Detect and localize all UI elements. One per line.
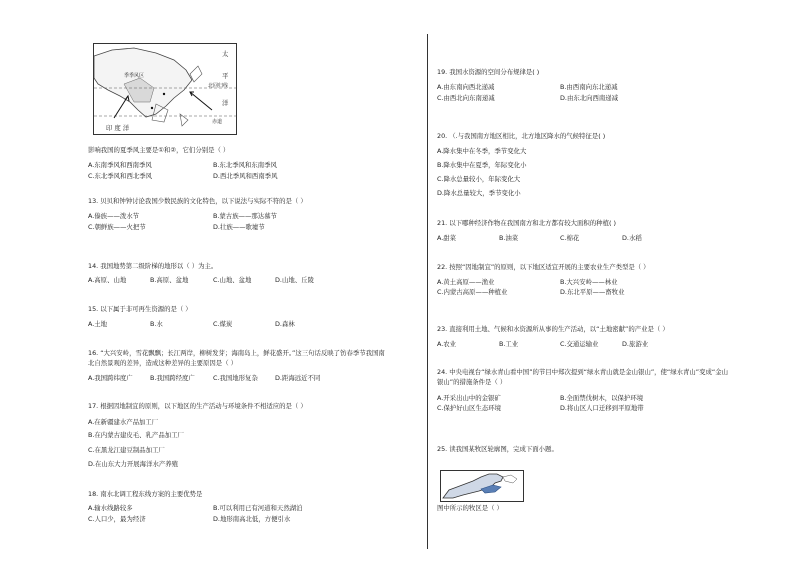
q16-option-a[interactable]: A.我国跨纬度广	[88, 374, 133, 382]
q16-stem-line1: 16. “大兴安岭，雪花飘飘；长江两岸，柳树发芽；海南岛上，鲜花盛开。”这三句话反映了钫春季节我国南	[88, 349, 385, 357]
q14-option-c[interactable]: C.山地、盆地	[213, 276, 252, 284]
q24-option-b[interactable]: B.全面禁伐树木，以保护环境	[560, 394, 644, 402]
q23-option-c[interactable]: C.交通运输业	[560, 340, 599, 348]
q19-option-b[interactable]: B.由西南向东北递减	[560, 83, 618, 91]
q16-option-b[interactable]: B.我国跨经度广	[150, 374, 195, 382]
q12-option-c[interactable]: C.东北季风和西北季风	[88, 172, 153, 180]
pastoral-region-map	[440, 470, 524, 502]
q25-sub-question: 图中所示的牧区是（ ）	[437, 504, 503, 512]
q25-stem: 25. 读我国某牧区轮廓图，完成下面小题。	[437, 445, 558, 453]
pastoral-region-outline	[441, 471, 523, 501]
q16-stem-line2: 北自然景观的差异，造成这种差异的主要原因是（ ）	[88, 359, 238, 367]
q18-option-b[interactable]: B.可以利用已有河道和天然湖泊	[213, 504, 303, 512]
q14-option-a[interactable]: A.高原、山地	[88, 276, 127, 284]
q13-option-c[interactable]: C.朝鲜族——火把节	[88, 223, 146, 231]
q22-option-a[interactable]: A.黄土高原——渔业	[437, 278, 495, 286]
map-label-sea1: 太	[222, 50, 229, 58]
map-label-lat-line: 北回归线	[208, 83, 229, 89]
q21-option-c[interactable]: C.棉花	[560, 234, 580, 242]
q16-option-d[interactable]: D.距海远近不同	[275, 374, 321, 382]
q12-option-a[interactable]: A.东南季风和西南季风	[88, 161, 152, 169]
q19-stem: 19. 我国水资源的空间分布规律是( )	[437, 68, 540, 76]
q13-option-a[interactable]: A.傣族——泼水节	[88, 212, 140, 220]
q18-option-d[interactable]: D.地形南高北低，方便引水	[213, 515, 291, 523]
q13-option-d[interactable]: D.壮族——歌墟节	[213, 223, 265, 231]
q12-option-d[interactable]: D.西北季风和西南季风	[213, 172, 278, 180]
q21-option-d[interactable]: D.水稻	[622, 234, 642, 242]
q17-option-d[interactable]: D.在山东大力开展海洋水产养殖	[88, 460, 179, 468]
q24-stem-line1: 24. 中央电视台“绿水青山看中国”的节目中郑次提到“绿水青山就是金山银山”，使“绿水青山”变成“金山	[437, 368, 728, 376]
q18-option-a[interactable]: A.输水线路较多	[88, 504, 133, 512]
q18-stem: 18. 南水北调工程东线方案的主要优势是	[88, 490, 203, 498]
q12-stem: 影响我国的夏季风主要是①和②，它们分别是（ ）	[88, 146, 230, 154]
q20-option-d[interactable]: D.降水总量较大，季节变化小	[437, 189, 521, 197]
map-label-equator: 赤道	[212, 119, 223, 125]
q12-option-b[interactable]: B.东北季风和东南季风	[213, 161, 277, 169]
q17-option-b[interactable]: B.在内蒙古建皮毛、乳产品加工厂	[88, 431, 184, 439]
question-12	[88, 146, 229, 155]
q13-stem: 13. 贝贝和钟钟讨论我国少数民族的文化特色，以下说法与实际不符的是（ ）	[88, 197, 307, 205]
map-label-region: 季季风区	[124, 73, 145, 79]
q18-option-c[interactable]: C.人口少，最为经济	[88, 515, 146, 523]
q23-stem: 23. 直接利用土地、气候和水资源所从事的生产活动，以“土地密献”的产业是（ ）	[437, 325, 669, 333]
q15-option-c[interactable]: C.煤炭	[213, 320, 233, 328]
q13-option-b[interactable]: B.蒙古族——那达慕节	[213, 212, 277, 220]
monsoon-map	[93, 43, 237, 135]
q14-stem: 14. 我国地势第二级阶梯的地形以（ ）为主。	[88, 262, 218, 270]
q15-option-b[interactable]: B.水	[150, 320, 163, 328]
column-divider	[427, 34, 428, 549]
q20-option-a[interactable]: A.降水集中在冬季，季节变化大	[437, 147, 527, 155]
q15-option-a[interactable]: A.土地	[88, 320, 108, 328]
q24-option-c[interactable]: C.保护好山区生态环境	[437, 404, 502, 412]
q22-option-c[interactable]: C.内蒙古高原——种植业	[437, 288, 508, 296]
q22-option-b[interactable]: B.大兴安岭——林业	[560, 278, 618, 286]
q14-option-b[interactable]: B.高原、盆地	[150, 276, 189, 284]
q21-stem: 21. 以下哪种经济作物在我国南方和北方都有较大面积的种植( )	[437, 219, 616, 227]
q21-option-b[interactable]: B.油菜	[499, 234, 519, 242]
q20-option-c[interactable]: C.降水总量较小，年际变化大	[437, 175, 521, 183]
q24-option-a[interactable]: A.开采出山中的金银矿	[437, 394, 501, 402]
q16-option-c[interactable]: C.我国地形复杂	[213, 374, 258, 382]
q24-option-d[interactable]: D.将山区人口迁移到平原地带	[560, 404, 644, 412]
q20-option-b[interactable]: B.降水集中在夏季，年际变化小	[437, 161, 527, 169]
q20-stem: 20. （.与我国南方地区相比，北方地区降水的气候特征是( )	[437, 132, 606, 140]
q17-option-c[interactable]: C.在黑龙江建豆制品加工厂	[88, 446, 165, 454]
q21-option-a[interactable]: A.甜菜	[437, 234, 457, 242]
q23-option-a[interactable]: A.农业	[437, 340, 457, 348]
q23-option-b[interactable]: B.工业	[499, 340, 519, 348]
q23-option-d[interactable]: D.旅游业	[622, 340, 649, 348]
q17-option-a[interactable]: A.在新疆建水产品加工厂	[88, 418, 159, 426]
q15-option-d[interactable]: D.森林	[275, 320, 295, 328]
map-label-sea3: 洋	[222, 99, 229, 107]
q19-option-d[interactable]: D.由东北向西南递减	[560, 94, 619, 102]
q22-stem: 22. 按照“因地制宜”的原则，以下地区适宜开展的主要农业生产类型是（ ）	[437, 263, 650, 271]
q24-stem-line2: 银山”的措施条件是（ ）	[437, 378, 507, 386]
q14-option-d[interactable]: D.山地、丘陵	[275, 276, 314, 284]
q19-option-c[interactable]: C.由西北向东南递减	[437, 94, 495, 102]
map-label-sea2: 平	[222, 72, 229, 80]
q22-option-d[interactable]: D.东北平原——畜牧业	[560, 288, 625, 296]
map-label-ocean: 印 度 洋	[106, 124, 130, 132]
q17-stem: 17. 根据因地制宜的原则，以下地区的生产活动与环境条件不相适应的是（ ）	[88, 402, 307, 410]
q15-stem: 15. 以下属于非可再生资源的是（ ）	[88, 305, 192, 313]
q19-option-a[interactable]: A.由东南向西北递减	[437, 83, 495, 91]
